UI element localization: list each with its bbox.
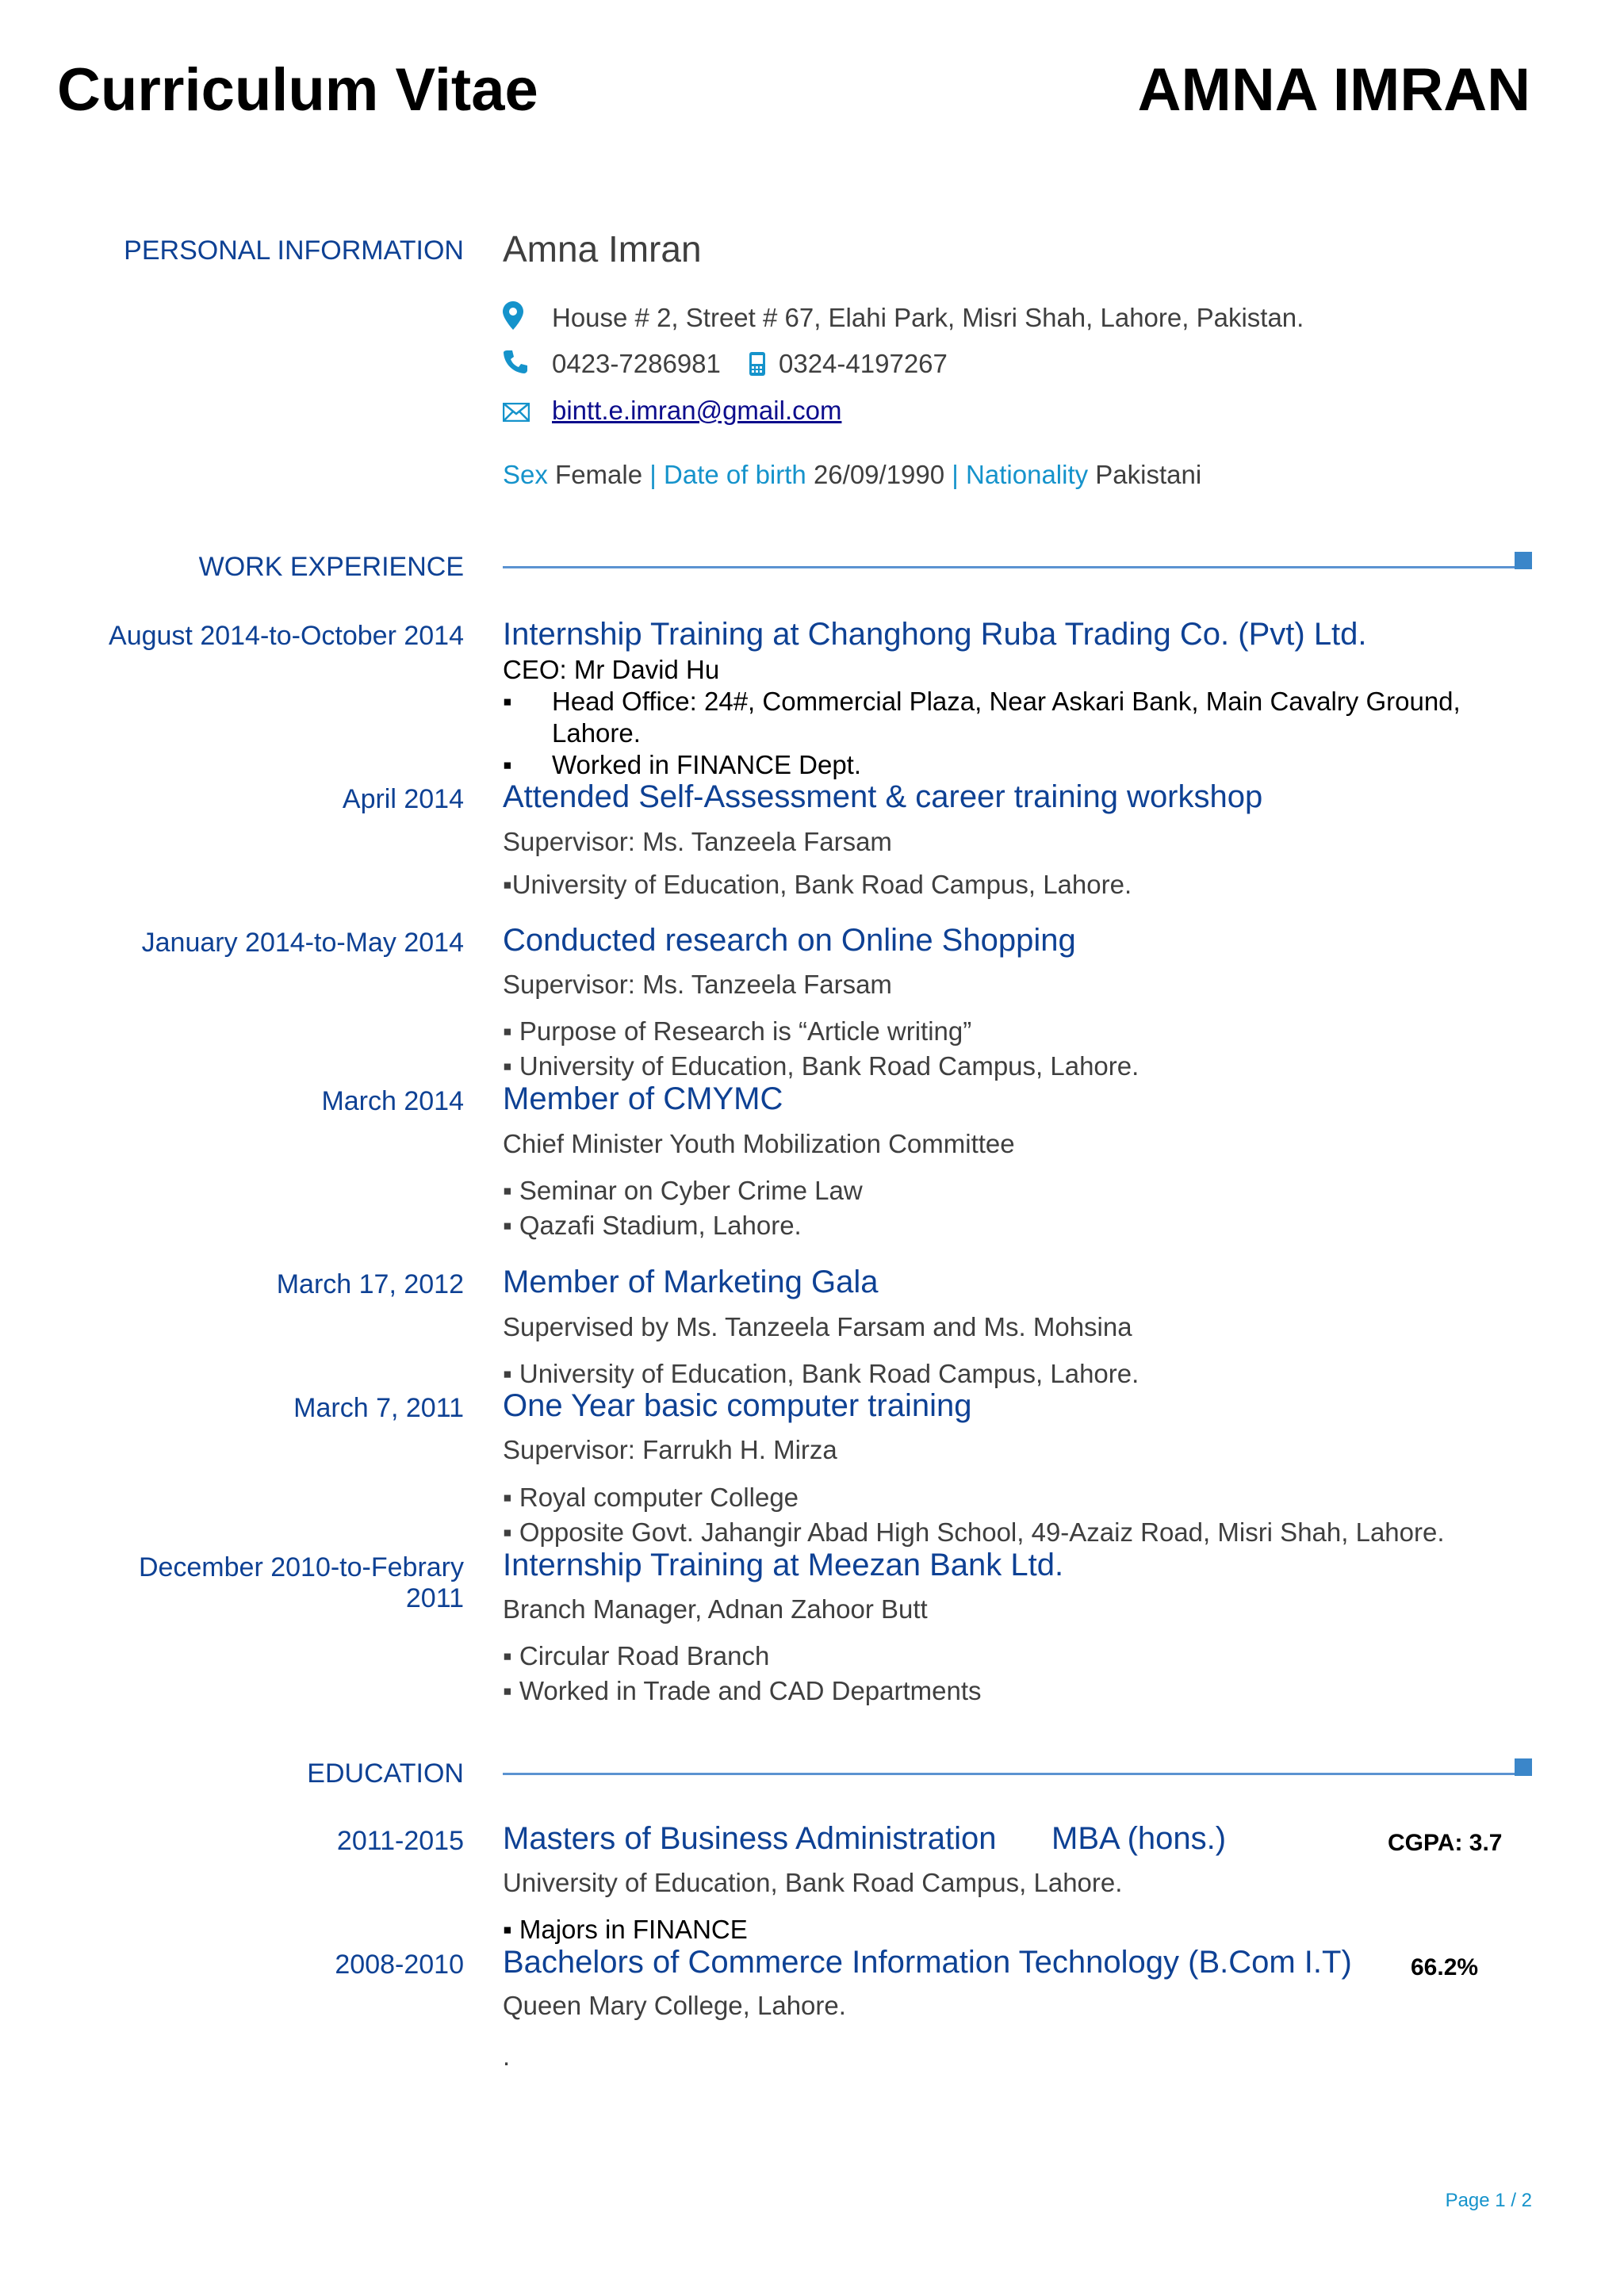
work-bullet: Head Office: 24#, Commercial Plaza, Near Askari Bank, Main Cavalry Ground, [552, 687, 1461, 716]
work-title: Member of Marketing Gala [503, 1265, 879, 1299]
location-pin-icon [503, 301, 523, 330]
divider-square [1515, 1758, 1532, 1776]
work-date: March 17, 2012 [276, 1269, 464, 1299]
education-title: Bachelors of Commerce Information Technology (B.Com I.T) [503, 1945, 1352, 1980]
education-degree: MBA (hons.) [1051, 1821, 1227, 1856]
work-bullet: ▪ Seminar on Cyber Crime Law [503, 1176, 863, 1205]
page-number: Page 1 / 2 [1445, 2190, 1532, 2211]
full-name: Amna Imran [503, 228, 702, 270]
sex-label: Sex [503, 460, 548, 489]
separator: | [952, 460, 959, 489]
bullet-marker: ▪ [503, 750, 512, 779]
work-date: April 2014 [342, 784, 464, 814]
work-bullet: ▪ Circular Road Branch [503, 1641, 770, 1670]
work-date: December 2010-to-Febrary [138, 1552, 464, 1582]
work-bullet: ▪ Purpose of Research is “Article writing” [503, 1016, 972, 1046]
work-bullet: ▪ Royal computer College [503, 1483, 799, 1512]
section-work-experience: WORK EXPERIENCE [198, 552, 464, 582]
education-date: 2011-2015 [336, 1826, 464, 1856]
sex-value: Female [555, 460, 643, 489]
work-title: Internship Training at Meezan Bank Ltd. [503, 1548, 1064, 1582]
work-bullet-cont: Lahore. [552, 718, 641, 748]
work-bullet: ▪ Worked in Trade and CAD Departments [503, 1676, 982, 1705]
work-bullet: ▪ Opposite Govt. Jahangir Abad High School, 49-Azaiz Road, Misri Shah, Lahore. [503, 1517, 1445, 1547]
education-title: Masters of Business Administration [503, 1821, 997, 1856]
address: House # 2, Street # 67, Elahi Park, Misri Shah, Lahore, Pakistan. [552, 303, 1304, 332]
education-grade: CGPA: 3.7 [1388, 1830, 1503, 1856]
section-divider [503, 1773, 1515, 1775]
nationality-label: Nationality [966, 460, 1089, 489]
personal-details-line [503, 460, 1201, 490]
work-date: March 2014 [321, 1086, 464, 1116]
separator: | [649, 460, 657, 489]
phone-number: 0423-7286981 [552, 349, 721, 378]
section-divider [503, 566, 1515, 568]
section-education: EDUCATION [307, 1758, 464, 1789]
work-title: Conducted research on Online Shopping [503, 923, 1076, 958]
envelope-icon [503, 403, 530, 422]
divider-square [1515, 552, 1532, 569]
stray-dot: . [503, 2042, 511, 2071]
dob-value: 26/09/1990 [813, 460, 945, 489]
nationality-value: Pakistani [1095, 460, 1202, 489]
work-bullet: ▪ University of Education, Bank Road Campus, Lahore. [503, 1051, 1139, 1081]
mobile-number: 0324-4197267 [779, 349, 948, 378]
work-bullet: Worked in FINANCE Dept. [552, 750, 862, 779]
bullet-marker: ▪ [503, 687, 512, 716]
work-bullet: ▪University of Education, Bank Road Campus, Lahore. [503, 870, 1132, 899]
email-link[interactable]: bintt.e.imran@gmail.com [552, 396, 842, 425]
work-subtitle: Chief Minister Youth Mobilization Committee [503, 1129, 1015, 1158]
work-date: January 2014-to-May 2014 [141, 928, 464, 958]
work-date: March 7, 2011 [293, 1393, 464, 1423]
work-title: Attended Self-Assessment & career training workshop [503, 779, 1263, 814]
work-subtitle: Supervisor: Ms. Tanzeela Farsam [503, 970, 892, 999]
education-date: 2008-2010 [335, 1950, 464, 1980]
document-title: Curriculum Vitae [57, 56, 538, 124]
phone-icon [503, 349, 528, 374]
work-subtitle: Supervised by Ms. Tanzeela Farsam and Ms. Mohsina [503, 1312, 1132, 1341]
work-date: August 2014-to-October 2014 [109, 621, 464, 651]
work-subtitle: Branch Manager, Adnan Zahoor Butt [503, 1594, 928, 1624]
education-institution: University of Education, Bank Road Campus, Lahore. [503, 1868, 1123, 1897]
work-subtitle: Supervisor: Ms. Tanzeela Farsam [503, 827, 892, 856]
work-title: Member of CMYMC [503, 1081, 783, 1116]
work-subtitle: CEO: Mr David Hu [503, 655, 720, 684]
education-institution: Queen Mary College, Lahore. [503, 1991, 846, 2020]
work-title: Internship Training at Changhong Ruba Trading Co. (Pvt) Ltd. [503, 617, 1367, 652]
section-personal-information: PERSONAL INFORMATION [124, 235, 464, 266]
work-subtitle: Supervisor: Farrukh H. Mirza [503, 1435, 837, 1464]
work-bullet: ▪ University of Education, Bank Road Campus, Lahore. [503, 1359, 1139, 1388]
work-date-cont: 2011 [405, 1583, 464, 1613]
candidate-name-header: AMNA IMRAN [1137, 56, 1530, 124]
work-bullet: ▪ Qazafi Stadium, Lahore. [503, 1211, 802, 1240]
work-title: One Year basic computer training [503, 1388, 972, 1423]
mobile-icon [749, 351, 766, 377]
education-bullet: ▪ Majors in FINANCE [503, 1915, 748, 1944]
education-grade: 66.2% [1411, 1954, 1479, 1980]
dob-label: Date of birth [664, 460, 806, 489]
